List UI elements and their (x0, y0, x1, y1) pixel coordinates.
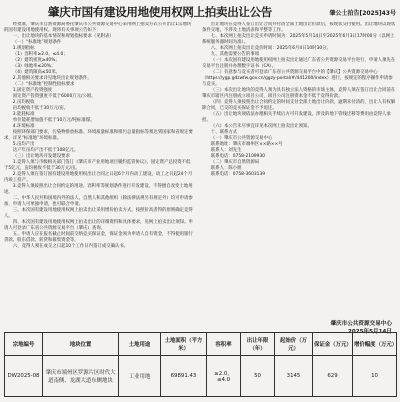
body-paragraph: 亩均税收不低于30万元/亩。 (12, 106, 69, 111)
body-paragraph: （一）“标准地”规划条件 (12, 40, 62, 45)
body-paragraph: 1.竞得人须与市级相关部门签订《肇庆市产业用地项目履约监管协议》，固定资产总投资不低于5亿元，亩均税收不低于30万元/亩。 (4, 160, 191, 171)
table-header-row (5, 333, 397, 356)
table-cell: 69891.43 (161, 356, 207, 397)
body-paragraph: 五、申请人应在报名截止时间前交纳竞买保证金，保证金须为申请人自有资金，不得使用银行贷款、股东借款、转贷和募集资金等。 (4, 232, 193, 243)
header-cell: 保证金（万元） (313, 333, 353, 356)
table-cell: DW2025-08 (5, 356, 43, 397)
header-cell: 出让年限（年） (241, 333, 275, 356)
header-cell: 土地面积（平方米） (161, 333, 207, 356)
table-cell: 3145 (275, 356, 313, 397)
body-paragraph: （2）建筑密度≥40%； (12, 58, 60, 63)
body-paragraph: 联系地址：肇庆市端州区××路××号 (210, 142, 283, 147)
body-paragraph: 2.竞得人须在签订国有建设用地使用权出让合同之日起6个月内动工建设，动工之日起24个月内竣工投产。 (4, 172, 193, 183)
document-number: 肇公土拍告[2025]43号 (329, 10, 396, 17)
body-paragraph: 六、竞得人须在成交之日起10个工作日内签订成交确认书。 (12, 244, 129, 249)
header-cell: 土地用途 (119, 333, 161, 356)
table-row (5, 356, 397, 397)
table-cell: 10 (353, 356, 397, 397)
body-paragraph: 单位能耗增加值不低于10万元/吨标准煤。 (12, 118, 95, 123)
body-paragraph: 九、其他需要公告的事项 (210, 52, 260, 57)
body-paragraph: （二）有意参与竞买者可登录广东省公共资源交易平台中的【肇庆】公共资源交易中心（https://ygp.gdzwfw.gov.cn/ggzy-portal/#/441200/index）进行，按规定的程序操作申请参与竞买。 (202, 70, 393, 87)
body-paragraph: （三）出让地块开发建设要求 (12, 154, 70, 159)
body-paragraph: 四、本次国有建设用地使用权网上拍卖出让的详细资料和具体要求，见网上拍卖出让须知。申请人可登录广东省公共资源交易平台（肇庆）查询。 (4, 220, 193, 231)
body-paragraph: 3.能耗标准 (12, 112, 35, 117)
body-paragraph: 一、出让地块的基本情况和规划指标要求（见附表） (12, 34, 114, 39)
body-paragraph: （1）容积率≥2.0，≤4.0； (12, 52, 68, 57)
body-paragraph: 1.固定资产投资强度 (12, 88, 53, 93)
body-paragraph: 2.亩均税收 (12, 100, 35, 105)
body-paragraph: 联系电话：0758-3603139 (210, 172, 266, 177)
body-paragraph: 联系人：陈小姐 (210, 166, 242, 171)
table-cell: 629 (313, 356, 353, 397)
body-paragraph: （一）肇庆市公共资源交易中心 (210, 136, 273, 141)
table-cell: 肇庆市端州区罗源片区时代大道南侧、龙湖大道东侧地块 (43, 356, 119, 397)
body-paragraph: （一）本次国有建设用地使用权网上拍卖出让通过广东省公共资源交易平台进行，申请人须先在交易平台注册并办理数字证书（CA）。 (202, 58, 396, 69)
table-cell: 50 (241, 356, 275, 397)
body-paragraph: 5.亩均产出 (12, 142, 35, 147)
body-paragraph: 七、本次网上拍卖出让竞买申请时间为：2025年5月14日至2025年6月3日17时00分（以网上系统服务器时间为准）。 (202, 34, 395, 45)
body-paragraph: （四）竞得人须按照出让合同约定的时间支付全部土地出让价款，逾期未付清的，出让人有权解除合同，已交的竞买保证金不予退还。 (202, 100, 396, 111)
body-paragraph: （二）肇庆市自然资源局 (210, 160, 260, 165)
body-paragraph: 十、联系方式 (210, 130, 238, 135)
body-paragraph: （3）绿地率≤20%； (12, 64, 56, 69)
body-column-left (4, 22, 194, 314)
announcement-page (2, 2, 398, 398)
body-column-right (202, 22, 396, 314)
body-paragraph: 联系电话：0758-2109930 (210, 154, 266, 159)
body-paragraph: 2.其他相关要求详见地块出让规划条件。 (12, 76, 92, 81)
body-paragraph: （六）本公告未尽事宜详见本次网上拍卖出让须知。 (210, 124, 312, 129)
header-cell: 增价幅度（万元） (353, 333, 397, 356)
body-paragraph: 二、中华人民共和国境内外的法人、自然人和其他组织（除法律法规另有规定外）均可申请参加，申请人可单独申请，也可联合申请。 (4, 196, 193, 207)
body-paragraph: 联系人：刘先生 (210, 148, 242, 153)
body-paragraph: 4.环境标准 (12, 124, 35, 129)
header-cell: 起始价（万元） (275, 333, 313, 356)
table-cell: 工业用地 (119, 356, 161, 397)
header-cell: 地块位置 (43, 333, 119, 356)
body-paragraph: （4）建筑限高≤50米。 (12, 70, 60, 75)
body-paragraph: 按照环保部门要求，污染物排放标准、环境质量标准和排污总量指标等须达到国家和省规定要求，详见“标准地”环境标准。 (4, 130, 193, 141)
signature-org: 肇庆市公共资源交易中心 (330, 321, 392, 327)
header-cell: 宗地编号 (5, 333, 43, 356)
body-paragraph: （三）本次出让地块的竞得人须为具有独立法人资格的市场主体，竞得人须在签订出让合同前在肇庆市辖区内注册成立项目公司，项目公司注册资本金不低于竞得价款。 (202, 88, 396, 99)
body-paragraph: 达产年亩均产出不低于108亿元。 (12, 148, 79, 153)
signature-date: 2025年5月14日 (347, 329, 392, 335)
body-paragraph: 3.竞得人须按照出让合同约定的用途、容积率等规划条件进行开发建设，不得擅自改变土地用途。 (4, 184, 193, 195)
body-paragraph: （二）“标准地”控制性指标要求 (12, 82, 75, 87)
header-cell: 容积率 (207, 333, 241, 356)
parcel-table (4, 332, 397, 397)
page-title: 肇庆市国有建设用地使用权网上拍卖出让公告 (48, 5, 272, 19)
body-paragraph: 三、本次国有建设用地使用权网上拍卖出让采用增价拍卖方式，按照价高者得的原则确定竞得人。 (4, 208, 193, 219)
body-paragraph: 经批准，肇庆市自然资源局委托肇庆市公共资源交易中心采用网上拍卖方式公开出让1宗地块的国有建设用地使用权。现将有关事项公告如下： (4, 22, 192, 33)
body-paragraph: 出让地块在竞得人签订出让合同并付清全部土地出让价款后，按现状交付使用。出让地块以现状条件交地，不涉及土地清表和平整等工作。 (202, 22, 396, 33)
body-paragraph: （五）出让地块须依法办理相关手续后方可开发建设，涉及的地下管线迁移等费用由竞得人承担。 (202, 112, 391, 123)
body-paragraph: 固定资产投资强度不低于6000万元/公顷。 (12, 94, 96, 99)
body-paragraph: 八、本次网上拍卖出让竞价时间：2025年6月4日10时30分。 (210, 46, 331, 51)
body-paragraph: 1.规划指标 (12, 46, 35, 51)
table-cell: ≥2.0，≤4.0 (207, 356, 241, 397)
